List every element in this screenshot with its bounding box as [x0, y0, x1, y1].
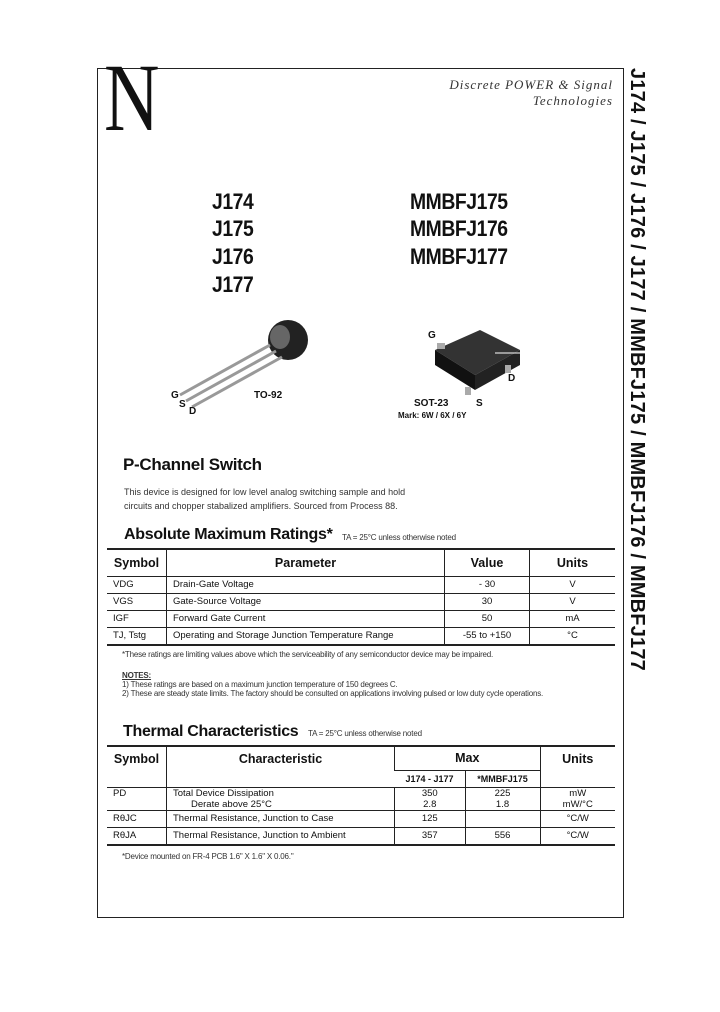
units-cell: mW [569, 787, 587, 799]
table-row [107, 627, 615, 645]
symbol-cell: IGF [113, 613, 129, 624]
amr-heading: Absolute Maximum Ratings* [124, 526, 333, 543]
value-cell: 2.8 [423, 798, 437, 810]
subheader: *MMBFJ175 [465, 770, 540, 787]
to92-package-image [170, 315, 330, 420]
description-line: This device is designed for low level analog switching sample and hold [124, 487, 406, 497]
tagline-line-2: Technologies [532, 93, 613, 108]
part-number: J177 [212, 272, 254, 297]
value-cell: - 30 [445, 576, 530, 593]
side-title: J174 / J175 / J176 / J177 / MMBFJ175 / MMBFJ176 / MMBFJ177 [626, 68, 648, 672]
col-header: Symbol [113, 752, 160, 766]
symbol-cell: TJ, Tstg [113, 630, 147, 641]
parameter-cell: Operating and Storage Junction Temperature Range [167, 627, 445, 645]
table-row [107, 827, 615, 845]
thermal-footnote: *Device mounted on FR-4 PCB 1.6" X 1.6" X 0.06." [122, 852, 294, 861]
table-row [107, 576, 615, 593]
value-cell: 30 [445, 593, 530, 610]
characteristic-sub: Derate above 25°C [191, 798, 272, 810]
symbol-cell: RθJC [113, 813, 137, 824]
amr-footnote: *These ratings are limiting values above which the serviceability of any semiconductor device may be impaired. [122, 650, 494, 659]
part-number: MMBFJ177 [410, 244, 508, 269]
pin-label-g: G [428, 330, 436, 341]
characteristic-cell: Thermal Resistance, Junction to Ambient [167, 827, 395, 845]
part-number: J176 [212, 244, 254, 269]
part-number: MMBFJ175 [410, 189, 508, 214]
part-number: MMBFJ176 [410, 216, 508, 241]
characteristic-cell: Thermal Resistance, Junction to Case [167, 810, 395, 827]
notes-heading: NOTES: [122, 671, 152, 680]
col-header: Units [530, 549, 616, 576]
value-cell: 125 [395, 810, 466, 827]
units-cell: mA [530, 610, 616, 627]
parameter-cell: Drain-Gate Voltage [167, 576, 445, 593]
part-number: J174 [212, 189, 254, 214]
part-number: J175 [212, 216, 254, 241]
sot23-mark: Mark: 6W / 6X / 6Y [398, 411, 467, 420]
symbol-cell: VGS [113, 596, 134, 607]
value-cell: -55 to +150 [445, 627, 530, 645]
units-cell: mW/°C [562, 798, 593, 810]
col-header: Symbol [113, 555, 160, 570]
pin-label-d: D [189, 406, 197, 417]
table-row [107, 593, 615, 610]
units-cell: °C/W [540, 827, 615, 845]
value-cell: 1.8 [495, 798, 510, 810]
value-cell [465, 810, 540, 827]
units-cell: °C [530, 627, 616, 645]
col-header: Parameter [167, 549, 445, 576]
col-header: Characteristic [167, 746, 395, 787]
national-logo: N [104, 44, 160, 151]
thermal-table [107, 745, 615, 846]
pin-label-s: S [476, 398, 483, 409]
subheader: J174 - J177 [405, 773, 454, 784]
value-cell: 50 [445, 610, 530, 627]
to92-label: TO-92 [254, 390, 283, 401]
value-cell: 556 [465, 827, 540, 845]
parameter-cell: Forward Gate Current [167, 610, 445, 627]
sot23-package-image [425, 325, 525, 405]
device-title: P-Channel Switch [123, 455, 262, 474]
parameter-cell: Gate-Source Voltage [167, 593, 445, 610]
note-item: 1) These ratings are based on a maximum junction temperature of 150 degrees C. [122, 680, 398, 689]
symbol-cell: RθJA [113, 830, 137, 841]
tagline-line-1: Discrete POWER & Signal [449, 77, 613, 92]
sot23-label: SOT-23 [414, 398, 449, 409]
pin-label-g: G [171, 390, 179, 401]
description-line: circuits and chopper stabalized amplifiers. Sourced from Process 88. [124, 501, 398, 511]
table-row [107, 810, 615, 827]
units-cell: °C/W [540, 810, 615, 827]
symbol-cell: PD [113, 787, 127, 799]
pin-label-s: S [179, 399, 186, 410]
pin-label-d: D [508, 373, 516, 384]
value-cell: 357 [395, 827, 466, 845]
thermal-condition: TA = 25°C unless otherwise noted [308, 729, 422, 738]
units-cell: V [530, 593, 616, 610]
col-header: Max [395, 746, 541, 770]
thermal-heading: Thermal Characteristics [123, 723, 299, 740]
amr-condition: TA = 25°C unless otherwise noted [342, 533, 456, 542]
symbol-cell: VDG [113, 579, 134, 590]
col-header: Value [445, 549, 530, 576]
table-row [107, 610, 615, 627]
value-cell: 350 [421, 787, 438, 799]
table-row [107, 787, 615, 810]
col-header: Units [540, 746, 615, 787]
value-cell: 225 [494, 787, 511, 799]
note-item: 2) These are steady state limits. The factory should be consulted on applications involving pulsed or low duty cycle operations. [122, 689, 544, 698]
characteristic-cell: Total Device Dissipation [173, 787, 274, 799]
units-cell: V [530, 576, 616, 593]
amr-table [107, 548, 615, 646]
